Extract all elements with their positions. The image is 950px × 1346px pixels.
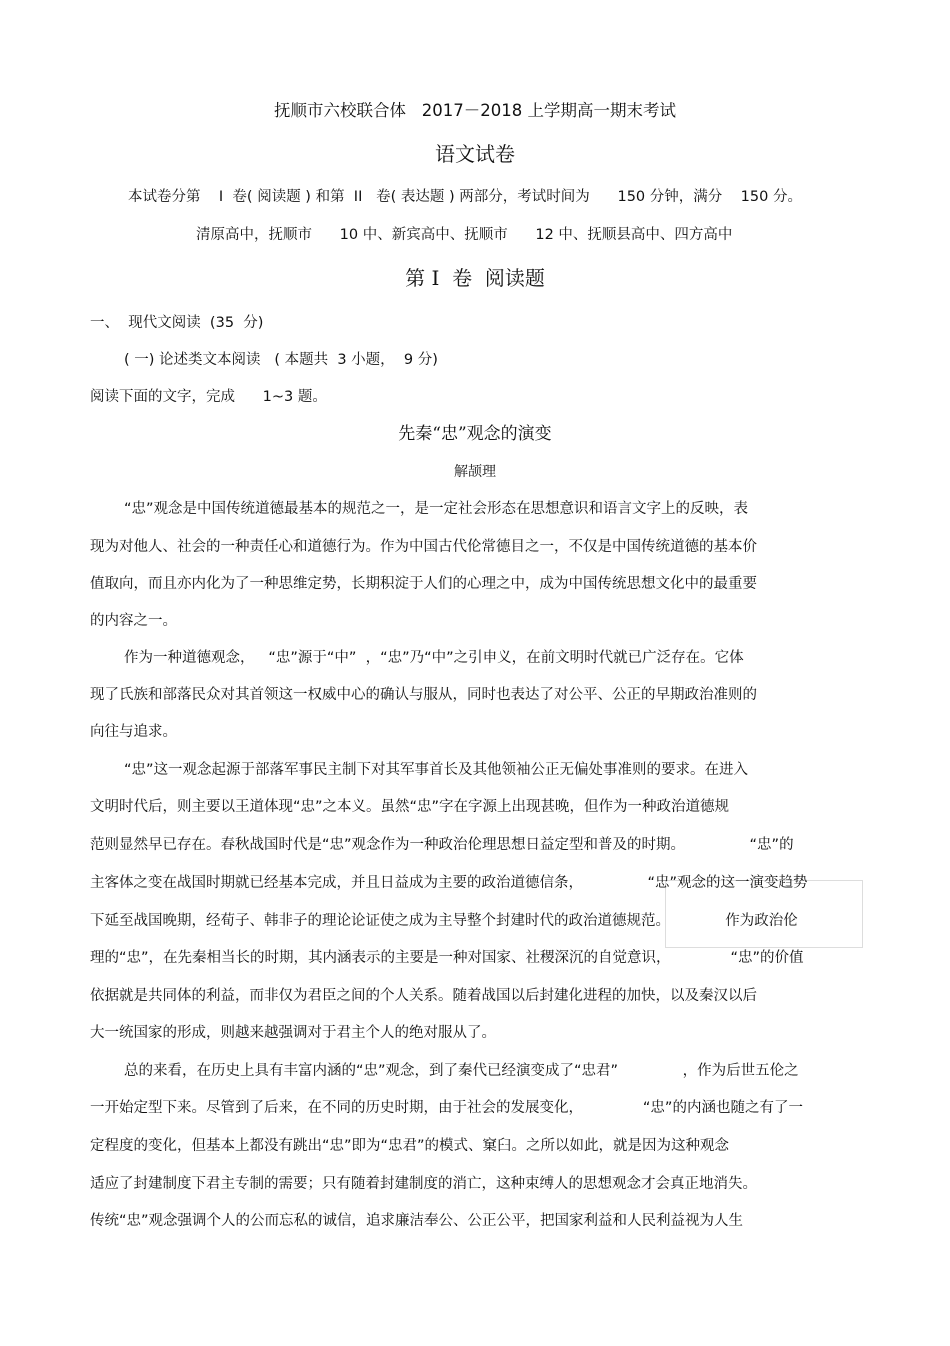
article-line: 一开始定型下来。尽管到了后来，在不同的历史时期，由于社会的发展变化， “忠”的内涵也随之有了一 — [90, 1100, 803, 1116]
participating-schools: 清原高中，抚顺市 10 中、新宾高中、抚顺市 12 中、抚顺县高中、四方高中 — [196, 227, 733, 243]
article-line: “忠”这一观念起源于部落军事民主制下对其军事首长及其他领袖公正无偏处事准则的要求。在进入 — [124, 762, 749, 778]
subpart-heading: ( 一) 论述类文本阅读 ( 本题共 3 小题， 9 分) — [124, 352, 438, 368]
reading-directions: 阅读下面的文字，完成 1~3 题。 — [90, 389, 327, 405]
part-heading: 一、 现代文阅读 (35 分) — [90, 315, 264, 331]
article-author: 解颉理 — [454, 464, 496, 480]
article-line: 适应了封建制度下君主专制的需要；只有随着封建制度的消亡，这种束缚人的思想观念才会真正地消失。 — [90, 1176, 757, 1192]
article-line: “忠”观念是中国传统道德最基本的规范之一，是一定社会形态在思想意识和语言文字上的反映，表 — [124, 501, 749, 517]
exam-title: 抚顺市六校联合体 2017－2018 上学期高一期末考试 — [274, 101, 676, 120]
article-line: 文明时代后，则主要以王道体现“忠”之本义。虽然“忠”字在字源上出现甚晚，但作为一种政治道德规 — [90, 799, 730, 815]
section-title: 第 I 卷 阅读题 — [405, 266, 545, 290]
article-line: 下延至战国晚期，经荀子、韩非子的理论论证使之成为主导整个封建时代的政治道德规范。 作为政治伦 — [90, 913, 798, 929]
article-line: 总的来看，在历史上具有丰富内涵的“忠”观念，到了秦代已经演变成了“忠君” ，作为后世五伦之 — [124, 1063, 799, 1079]
article-line: 现为对他人、社会的一种责任心和道德行为。作为中国古代伦常德目之一，不仅是中国传统道德的基本价 — [90, 539, 757, 555]
article-line: 大一统国家的形成，则越来越强调对于君主个人的绝对服从了。 — [90, 1025, 496, 1041]
article-line: 理的“忠”，在先秦相当长的时期，其内涵表示的主要是一种对国家、社稷深沉的自觉意识， “忠”的价值 — [90, 950, 804, 966]
article-line: 向往与追求。 — [90, 724, 177, 740]
article-title: 先秦“忠”观念的演变 — [398, 424, 552, 444]
article-line: 现了氏族和部落民众对其首领这一权威中心的确认与服从，同时也表达了对公平、公正的早期政治准则的 — [90, 687, 757, 703]
subject-title: 语文试卷 — [435, 142, 515, 166]
article-line: 传统“忠”观念强调个人的公而忘私的诚信，追求廉洁奉公、公正公平，把国家利益和人民利益视为人生 — [90, 1213, 744, 1229]
article-line: 定程度的变化，但基本上都没有跳出“忠”即为“忠君”的模式、窠臼。之所以如此，就是因为这种观念 — [90, 1138, 730, 1154]
article-line: 的内容之一。 — [90, 613, 177, 629]
article-line: 范则显然早已存在。春秋战国时代是“忠”观念作为一种政治伦理思想日益定型和普及的时期。 “忠”的 — [90, 837, 794, 853]
article-line: 值取向，而且亦内化为了一种思维定势，长期积淀于人们的心理之中，成为中国传统思想文化中的最重要 — [90, 576, 757, 592]
article-line: 主客体之变在战国时期就已经基本完成，并且日益成为主要的政治道德信条， “忠”观念的这一演变趋势 — [90, 875, 808, 891]
article-line: 依据就是共同体的利益，而非仅为君臣之间的个人关系。随着战国以后封建化进程的加快，以及秦汉以后 — [90, 988, 757, 1004]
exam-instructions: 本试卷分第 I 卷( 阅读题 ) 和第 II 卷( 表达题 ) 两部分，考试时间为 150 分钟，满分 150 分。 — [128, 189, 802, 205]
article-line: 作为一种道德观念， “忠”源于“中” ，“忠”乃“中”之引申义，在前文明时代就已广泛存在。它体 — [124, 650, 744, 666]
